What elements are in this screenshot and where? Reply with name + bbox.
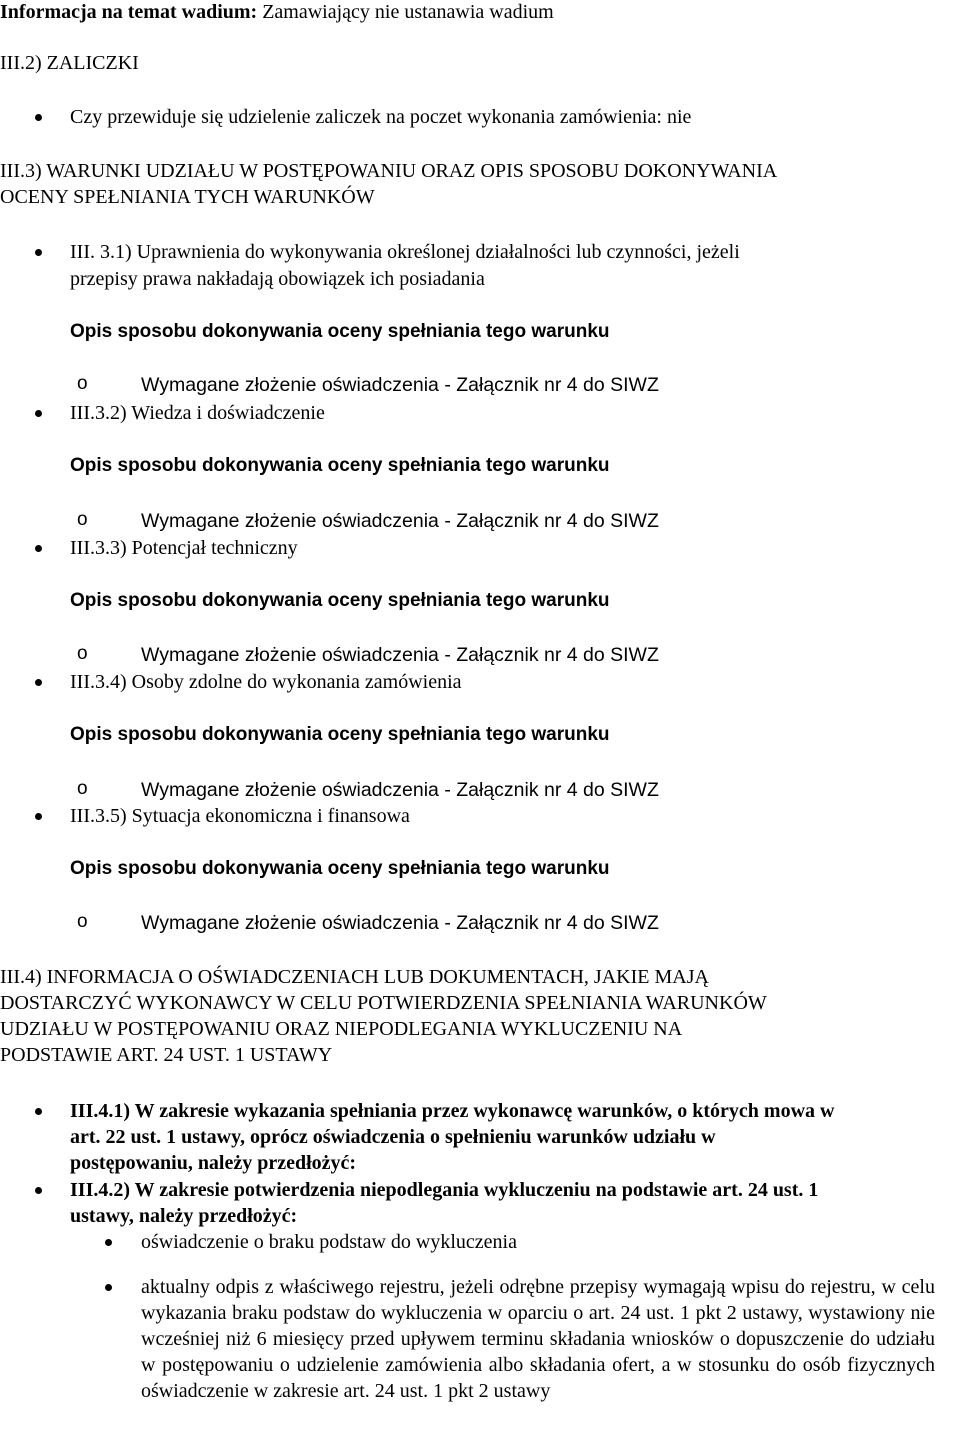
warunki-heading-line1: III.3) WARUNKI UDZIAŁU W POSTĘPOWANIU ORAZ OPIS SPOSOBU DOKONYWANIA bbox=[0, 160, 778, 182]
zaliczki-answer: nie bbox=[666, 106, 692, 128]
bullet-icon bbox=[35, 813, 42, 820]
requirement-text: Wymagane złożenie oświadczenia - Załącznik nr 4 do SIWZ bbox=[141, 510, 659, 532]
zaliczki-question: Czy przewiduje się udzielenie zaliczek na poczet wykonania zamówienia: bbox=[70, 106, 662, 128]
item-4-1-line1: III.4.1) W zakresie wykazania spełniania przez wykonawcę warunków, o których mowa w bbox=[70, 1100, 835, 1122]
item-4-1-line3: postępowaniu, należy przedłożyć: bbox=[70, 1152, 357, 1174]
wadium-line bbox=[0, 0, 554, 25]
sub-item-text: oświadczenie o braku podstaw do wykluczenia bbox=[141, 1231, 517, 1253]
item-title: III.3.3) Potencjał techniczny bbox=[70, 537, 298, 559]
item-4-2-line2: ustawy, należy przedłożyć: bbox=[70, 1205, 298, 1227]
zaliczki-heading: III.2) ZALICZKI bbox=[0, 52, 139, 74]
requirement-text: Wymagane złożenie oświadczenia - Załącznik nr 4 do SIWZ bbox=[141, 912, 659, 934]
bullet-icon bbox=[35, 1108, 42, 1115]
requirement-text: Wymagane złożenie oświadczenia - Załącznik nr 4 do SIWZ bbox=[141, 779, 659, 801]
bullet-icon bbox=[35, 1187, 42, 1194]
desc-label: Opis sposobu dokonywania oceny spełniania tego warunku bbox=[70, 858, 610, 879]
sub-item-text: aktualny odpis z właściwego rejestru, jeżeli odrębne przepisy wymagają wpisu do rejestru, w celu wykazania braku podstaw do wykluczenia w oparciu o art. 24 ust. 1 pkt 2 ustawy, wystawiony nie wcześniej niż 6 miesięcy przed upływem terminu składania wniosków o dopuszczenie do udziału w postępowaniu o udzielenie zamówienia albo składania ofert, a w stosunku do osób fizycznych oświadczenie w zakresie art. 24 ust. 1 pkt 2 ustawy bbox=[141, 1276, 935, 1402]
bullet-icon bbox=[105, 1239, 112, 1246]
bullet-icon bbox=[35, 249, 42, 256]
bullet-icon bbox=[35, 545, 42, 552]
bullet-icon bbox=[105, 1284, 112, 1291]
item-title: III.3.5) Sytuacja ekonomiczna i finansowa bbox=[70, 805, 410, 827]
informacja-heading-line2: DOSTARCZYĆ WYKONAWCY W CELU POTWIERDZENIA SPEŁNIANIA WARUNKÓW bbox=[0, 992, 767, 1014]
requirement-text: Wymagane złożenie oświadczenia - Załącznik nr 4 do SIWZ bbox=[141, 374, 659, 396]
item-title: III. 3.1) Uprawnienia do wykonywania określonej działalności lub czynności, jeżeli bbox=[70, 241, 740, 263]
requirement-text: Wymagane złożenie oświadczenia - Załącznik nr 4 do SIWZ bbox=[141, 644, 659, 666]
bullet-icon bbox=[35, 410, 42, 417]
item-4-2-line1: III.4.2) W zakresie potwierdzenia niepodlegania wykluczeniu na podstawie art. 24 ust. 1 bbox=[70, 1179, 819, 1201]
bullet-icon bbox=[35, 679, 42, 686]
wadium-value: Zamawiający nie ustanawia wadium bbox=[262, 1, 554, 23]
informacja-heading-line1: III.4) INFORMACJA O OŚWIADCZENIACH LUB DOKUMENTACH, JAKIE MAJĄ bbox=[0, 966, 709, 988]
wadium-label: Informacja na temat wadium: bbox=[0, 1, 258, 23]
circle-marker: o bbox=[77, 643, 88, 664]
informacja-heading-line3: UDZIAŁU W POSTĘPOWANIU ORAZ NIEPODLEGANIA WYKLUCZENIU NA bbox=[0, 1018, 683, 1040]
informacja-heading-line4: PODSTAWIE ART. 24 UST. 1 USTAWY bbox=[0, 1044, 333, 1066]
circle-marker: o bbox=[77, 911, 88, 932]
desc-label: Opis sposobu dokonywania oceny spełniania tego warunku bbox=[70, 455, 610, 476]
item-4-1-line2: art. 22 ust. 1 ustawy, oprócz oświadczenia o spełnieniu warunków udziału w bbox=[70, 1126, 716, 1148]
desc-label: Opis sposobu dokonywania oceny spełniania tego warunku bbox=[70, 724, 610, 745]
item-title-cont: przepisy prawa nakładają obowiązek ich posiadania bbox=[70, 268, 485, 290]
bullet-icon bbox=[35, 114, 42, 121]
warunki-heading-line2: OCENY SPEŁNIANIA TYCH WARUNKÓW bbox=[0, 186, 375, 208]
zaliczki-question-line bbox=[70, 104, 691, 130]
item-title: III.3.2) Wiedza i doświadczenie bbox=[70, 402, 325, 424]
item-title: III.3.4) Osoby zdolne do wykonania zamówienia bbox=[70, 671, 462, 693]
circle-marker: o bbox=[77, 373, 88, 394]
desc-label: Opis sposobu dokonywania oceny spełniania tego warunku bbox=[70, 321, 610, 342]
circle-marker: o bbox=[77, 778, 88, 799]
desc-label: Opis sposobu dokonywania oceny spełniania tego warunku bbox=[70, 590, 610, 611]
circle-marker: o bbox=[77, 509, 88, 530]
